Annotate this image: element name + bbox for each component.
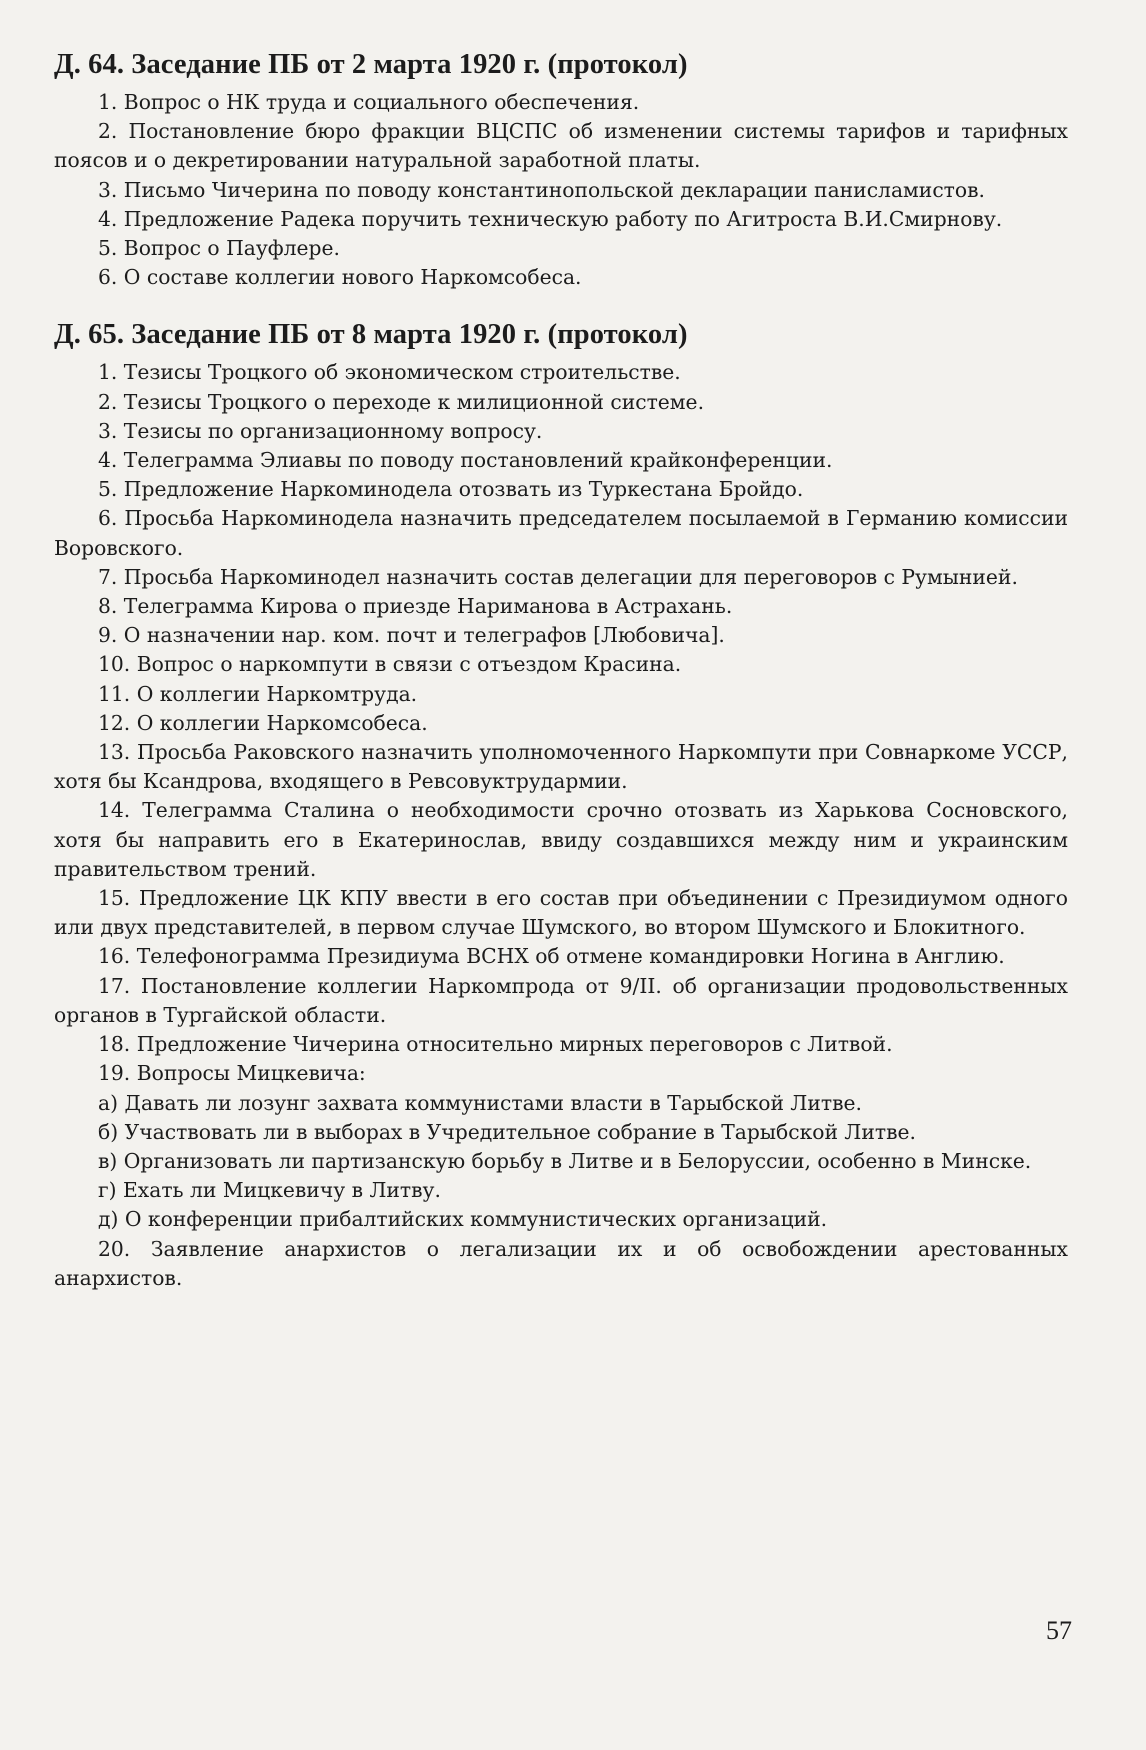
agenda-subitem: г) Ехать ли Мицкевичу в Литву. [98,1178,441,1203]
agenda-item: 16. Телефонограмма Президиума ВСНХ об отмене командировки Ногина в Англию. [98,944,1005,969]
agenda-item: 20. Заявление анархистов о легализации их и об освобождении арестованных анархистов. [54,1236,1068,1290]
agenda-item: 17. Постановление коллегии Наркомпрода от 9/II. об организации продовольственных органов в Тургайской области. [54,973,1068,1027]
agenda-item: 5. Предложение Наркоминодела отозвать из Туркестана Бройдо. [98,477,804,502]
section-heading: Д. 64. Заседание ПБ от 2 марта 1920 г. (протокол) [54,49,688,80]
agenda-item: 11. О коллегии Наркомтруда. [98,681,418,706]
agenda-item: 1. Вопрос о НК труда и социального обеспечения. [98,90,640,114]
agenda-item: 13. Просьба Раковского назначить уполномоченного Наркомпути при Совнаркоме УССР, хотя бы Ксандрова, входящего в Ревсовуктрудармии. [54,740,1068,794]
agenda-item: 4. Телеграмма Элиавы по поводу постановлений крайконференции. [98,448,833,473]
agenda-subitem: в) Организовать ли партизанскую борьбу в Литве и в Белоруссии, особенно в Минске. [98,1148,1032,1173]
agenda-item: 15. Предложение ЦК КПУ ввести в его состав при объединении с Президиумом одного или двух представителей, в первом случае Шумского, во втором Шумского и Блокитного. [54,886,1068,940]
agenda-item: 6. О составе коллегии нового Наркомсобеса. [98,265,582,290]
agenda-item: 3. Письмо Чичерина по поводу константинопольской декларации панисламистов. [98,177,985,202]
agenda-item: 2. Тезисы Троцкого о переходе к милиционной системе. [98,389,705,414]
section-d64 [54,48,1068,292]
document-body [54,48,1068,1293]
agenda-item: 4. Предложение Радека поручить техническую работу по Агитроста В.И.Смирнову. [98,206,1003,231]
agenda-item: 2. Постановление бюро фракции ВЦСПС об изменении системы тарифов и тарифных поясов и о декретировании натуральной заработной платы. [54,119,1068,173]
agenda-subitem: а) Давать ли лозунг захвата коммунистами власти в Тарыбской Литве. [98,1090,862,1115]
agenda-item: 8. Телеграмма Кирова о приезде Нариманова в Астрахань. [98,594,733,619]
agenda-list [54,88,1068,292]
agenda-subitem: д) О конференции прибалтийских коммунистических организаций. [98,1207,828,1232]
agenda-item: 19. Вопросы Мицкевича: [98,1061,366,1086]
agenda-item: 12. О коллегии Наркомсобеса. [98,710,428,735]
section-d65 [54,318,1068,1293]
agenda-item: 3. Тезисы по организационному вопросу. [98,418,543,443]
agenda-item: 10. Вопрос о наркомпути в связи с отъездом Красина. [98,652,682,677]
agenda-item: 14. Телеграмма Сталина о необходимости срочно отозвать из Харькова Сосновского, хотя бы направить его в Екатеринослав, ввиду создавшихся между ним и украинским правительством трений. [54,798,1068,881]
agenda-item: 6. Просьба Наркоминодела назначить председателем посылаемой в Германию комиссии Воровского. [54,506,1068,560]
section-heading: Д. 65. Заседание ПБ от 8 марта 1920 г. (протокол) [54,319,688,351]
agenda-item: 1. Тезисы Троцкого об экономическом строительстве. [98,360,681,385]
agenda-list [54,358,1068,1293]
agenda-item: 5. Вопрос о Пауфлере. [98,236,340,261]
agenda-item: 9. О назначении нар. ком. почт и телеграфов [Любовича]. [98,623,725,648]
agenda-subitem: б) Участвовать ли в выборах в Учредительное собрание в Тарыбской Литве. [98,1119,916,1144]
agenda-item: 7. Просьба Наркоминодел назначить состав делегации для переговоров с Румынией. [98,564,1018,589]
agenda-item: 18. Предложение Чичерина относительно мирных переговоров с Литвой. [98,1032,893,1057]
page-number: 57 [1046,1616,1072,1645]
